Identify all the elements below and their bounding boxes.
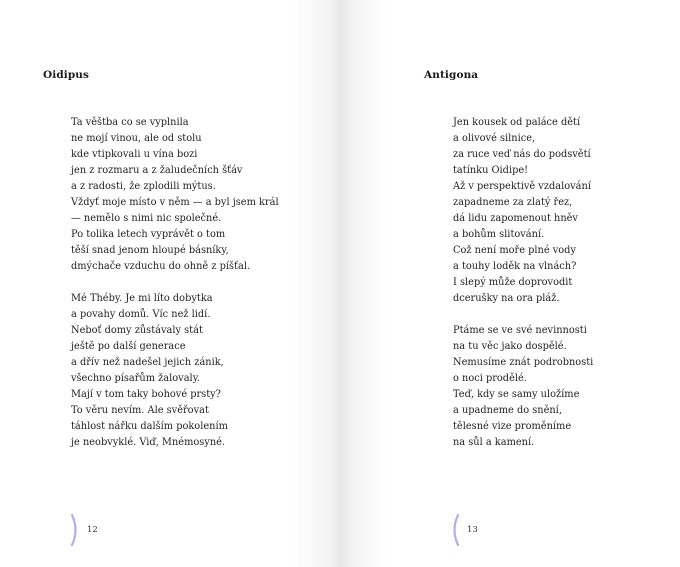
poem-line: Až v perspektivě vzdalování xyxy=(453,181,591,192)
page-number: 13 xyxy=(467,525,478,535)
poem-line: Mají v tom taky bohové prsty? xyxy=(71,389,221,400)
poem-line: — nemělo s nimi nic společné. xyxy=(71,213,222,224)
poem-line: a upadneme do snění, xyxy=(453,405,562,416)
stanza-1 xyxy=(71,115,279,275)
poem-oidipus xyxy=(71,115,279,467)
poem-line: je neobvyklé. Viď, Mnémosyné. xyxy=(71,437,226,448)
stanza-2 xyxy=(71,291,279,451)
poem-line: Nemusíme znát podrobnosti xyxy=(453,357,594,368)
poem-line: na tu věc jako dospělé. xyxy=(453,341,567,352)
poem-line: Neboť domy zůstávaly stát xyxy=(71,325,203,336)
poem-line: tělesné vize proměníme xyxy=(453,421,572,432)
poem-line: jen z rozmaru a z žaludečních šťáv xyxy=(71,165,243,176)
poem-line: Ta věštba co se vyplnila xyxy=(71,117,189,128)
poem-line: a touhy loděk na vlnách? xyxy=(453,261,577,272)
poem-line: Ptáme se ve své nevinnosti xyxy=(453,325,587,336)
poem-line: Což není moře plné vody xyxy=(453,245,576,256)
poem-line: a povahy domů. Víc než lidí. xyxy=(71,309,211,320)
poem-line: na sůl a kamení. xyxy=(453,437,535,448)
poem-line: a z radosti, že zplodili mýtus. xyxy=(71,181,216,192)
poem-title-oidipus: Oidipus xyxy=(43,69,90,81)
poem-line: dmýchače vzduchu do ohně z píšťal. xyxy=(71,261,251,272)
poem-line: za ruce veď nás do podsvětí xyxy=(453,149,591,160)
poem-line: o noci prodělé. xyxy=(453,373,527,384)
page-number: 12 xyxy=(87,525,98,535)
poem-line: táhlost nářku dalším pokolením xyxy=(71,421,228,432)
poem-line: a olivové silnice, xyxy=(453,133,536,144)
poem-line: ne mojí vinou, ale od stolu xyxy=(71,133,202,144)
poem-line: všechno písařům žalovaly. xyxy=(71,373,201,384)
stanza-1 xyxy=(453,115,593,307)
poem-line: kde vtipkovali u vína bozi xyxy=(71,149,198,160)
poem-line: Mé Théby. Je mi líto dobytka xyxy=(71,293,213,304)
poem-line: Po tolika letech vyprávět o tom xyxy=(71,229,226,240)
poem-line: těší snad jenom hloupé básníky, xyxy=(71,245,229,256)
poem-title-antigona: Antigona xyxy=(424,69,479,81)
poem-line: I slepý může doprovodit xyxy=(453,277,573,288)
stanza-2 xyxy=(453,323,593,451)
poem-line: a dřív než nadešel jejich zánik, xyxy=(71,357,224,368)
poem-line: dcerušky na ora pláž. xyxy=(453,293,560,304)
poem-line: tatínku Oidipe! xyxy=(453,165,529,176)
poem-line: Jen kousek od paláce dětí xyxy=(453,117,581,128)
right-parenthesis-ornament-icon xyxy=(70,514,80,546)
poem-line: dá lidu zapomenout hněv xyxy=(453,213,578,224)
poem-line: ještě po další generace xyxy=(71,341,186,352)
poem-line: a bohům slitování. xyxy=(453,229,545,240)
poem-line: zapadneme za zlatý řez, xyxy=(453,197,573,208)
poem-antigona xyxy=(453,115,593,467)
right-page xyxy=(340,0,680,567)
poem-line: To věru nevím. Ale svěřovat xyxy=(71,405,209,416)
left-parenthesis-ornament-icon xyxy=(450,514,460,546)
poem-line: Vždyť moje místo v něm — a byl jsem král xyxy=(71,197,279,208)
poem-line: Teď, kdy se samy uložíme xyxy=(453,389,580,400)
